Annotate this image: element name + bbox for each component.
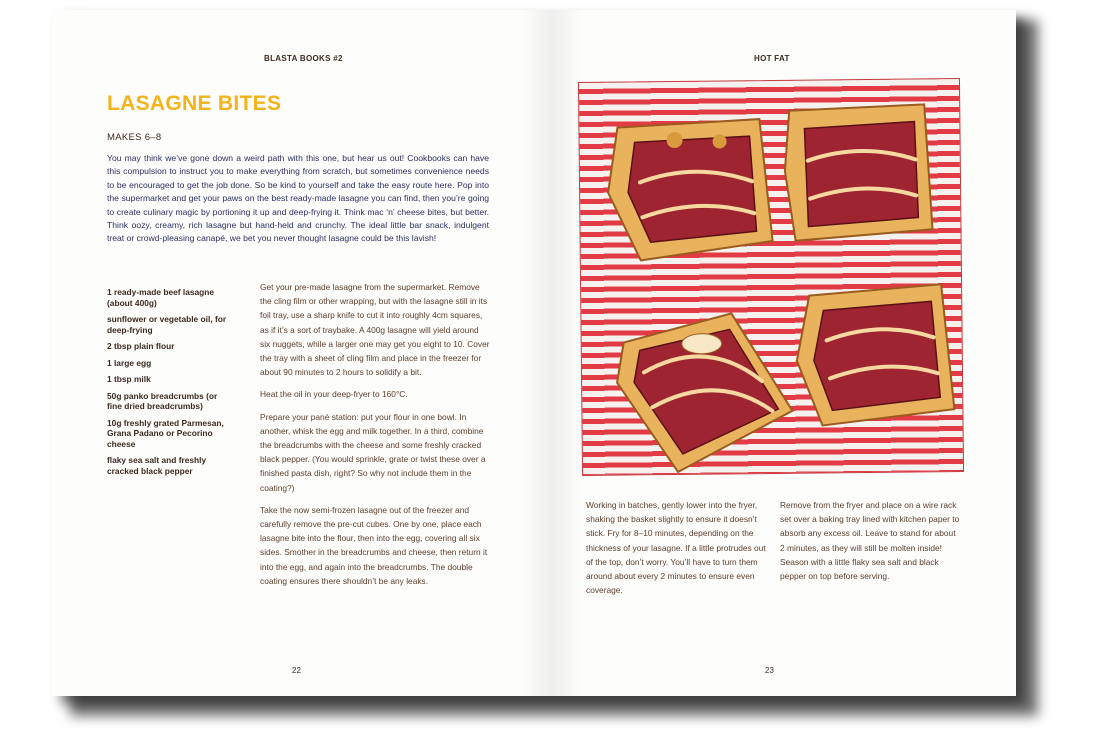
- ingredient-item: 1 large egg: [107, 357, 152, 368]
- recipe-intro: You may think we’ve gone down a weird path with this one, but hear us out! Cookbooks can have this compulsion to instruct you to make everything from scratch, but sometimes convenience needs to be encouraged to get the job done. So be kind to yourself and take the easy route here. Pop into the supermarket and get your paws on the best ready-made lasagne you can find, then you’re going to create culinary magic by portioning it up and deep-frying it. Think mac ‘n’ cheese bites, but better. Think oozy, creamy, rich lasagne but hand-held and crunchy. The ideal little bar snack, indulgent treat or crowd-pleasing canapé, we bet you never thought lasagne could be this lavish!: [107, 153, 489, 244]
- lasagne-bite-4: [796, 284, 954, 426]
- ingredient-item: 2 tbsp plain flour: [107, 341, 175, 351]
- page-number-right: 23: [765, 666, 774, 675]
- method-column-middle: [586, 498, 766, 605]
- method-step: Take the now semi-frozen lasagne out of the freezer and carefully remove the pre-cut cubes. One by one, place each lasagne bite into the flour, then into the egg, covering all six sides. Smother in the breadcrumbs and cheese, then return it into the egg, and again into the breadcrumbs. The double coating ensures there shouldn’t be any leaks.: [260, 504, 488, 586]
- method-step: Working in batches, gently lower into the fryer, shaking the basket slightly to ensure it doesn’t stick. Fry for 8–10 minutes, depending on the thickness of your lasagne. If a little protrudes out of the top, don’t worry. You’ll have to turn them around about every 2 minutes to ensure even coverage.: [586, 500, 766, 596]
- ingredient-item: 50g panko breadcrumbs (or fine dried breadcrumbs): [107, 390, 218, 411]
- method-column-left: [260, 280, 490, 596]
- method-step: Remove from the fryer and place on a wire rack set over a baking tray lined with kitchen paper to absorb any excess oil. Leave to stand for about 2 minutes, as they will still be molten inside! Season with a little flaky sea salt and black pepper on top before serving.: [780, 500, 960, 582]
- ingredient-item: flaky sea salt and freshly cracked black pepper: [107, 455, 207, 476]
- ingredient-item: 10g freshly grated Parmesan, Grana Padano or Pecorino cheese: [107, 417, 224, 449]
- lasagne-bites-illustration: [578, 78, 964, 476]
- method-step: Heat the oil in your deep-fryer to 160°C.: [260, 389, 408, 400]
- ingredient-list: [107, 287, 232, 482]
- lasagne-bite-2: [784, 104, 932, 241]
- ingredient-item: 1 tbsp milk: [107, 374, 151, 384]
- book-gutter: [522, 10, 582, 696]
- recipe-title: LASAGNE BITES: [107, 92, 282, 115]
- method-column-right: [780, 498, 960, 591]
- page-number-left: 22: [292, 666, 301, 675]
- ingredient-item: sunflower or vegetable oil, for deep-frying: [107, 314, 227, 335]
- method-step: Get your pre-made lasagne from the supermarket. Remove the cling film or other wrapping, but with the lasagne still in its foil tray, use a sharp knife to cut it into roughly 4cm squares, as if it’s a sort of traybake. A 400g lasagne will yield around six nuggets, while a larger one may get you eight to 10. Cover the tray with a sheet of cling film and place in the freezer for about 90 minutes to 2 hours to solidify a bit.: [260, 282, 490, 378]
- method-step: Prepare your pané station: put your flour in one bowl. In another, whisk the egg and milk together. In a third, combine the breadcrumbs with the cheese and some freshly cracked black pepper. (You would sprinkle, grate or twist these over a finished pasta dish, right? So why not include them in the coating?): [260, 411, 486, 493]
- ingredient-item: 1 ready-made beef lasagne (about 400g): [107, 287, 215, 308]
- recipe-yield: MAKES 6–8: [107, 132, 162, 143]
- running-head-right: HOT FAT: [754, 54, 790, 63]
- book-spread: [52, 10, 1016, 696]
- lasagne-bites-drawing: [579, 79, 963, 475]
- running-head-left: BLASTA BOOKS #2: [264, 54, 343, 63]
- lasagne-bite-3: [616, 313, 793, 473]
- lasagne-bite-1: [607, 119, 772, 261]
